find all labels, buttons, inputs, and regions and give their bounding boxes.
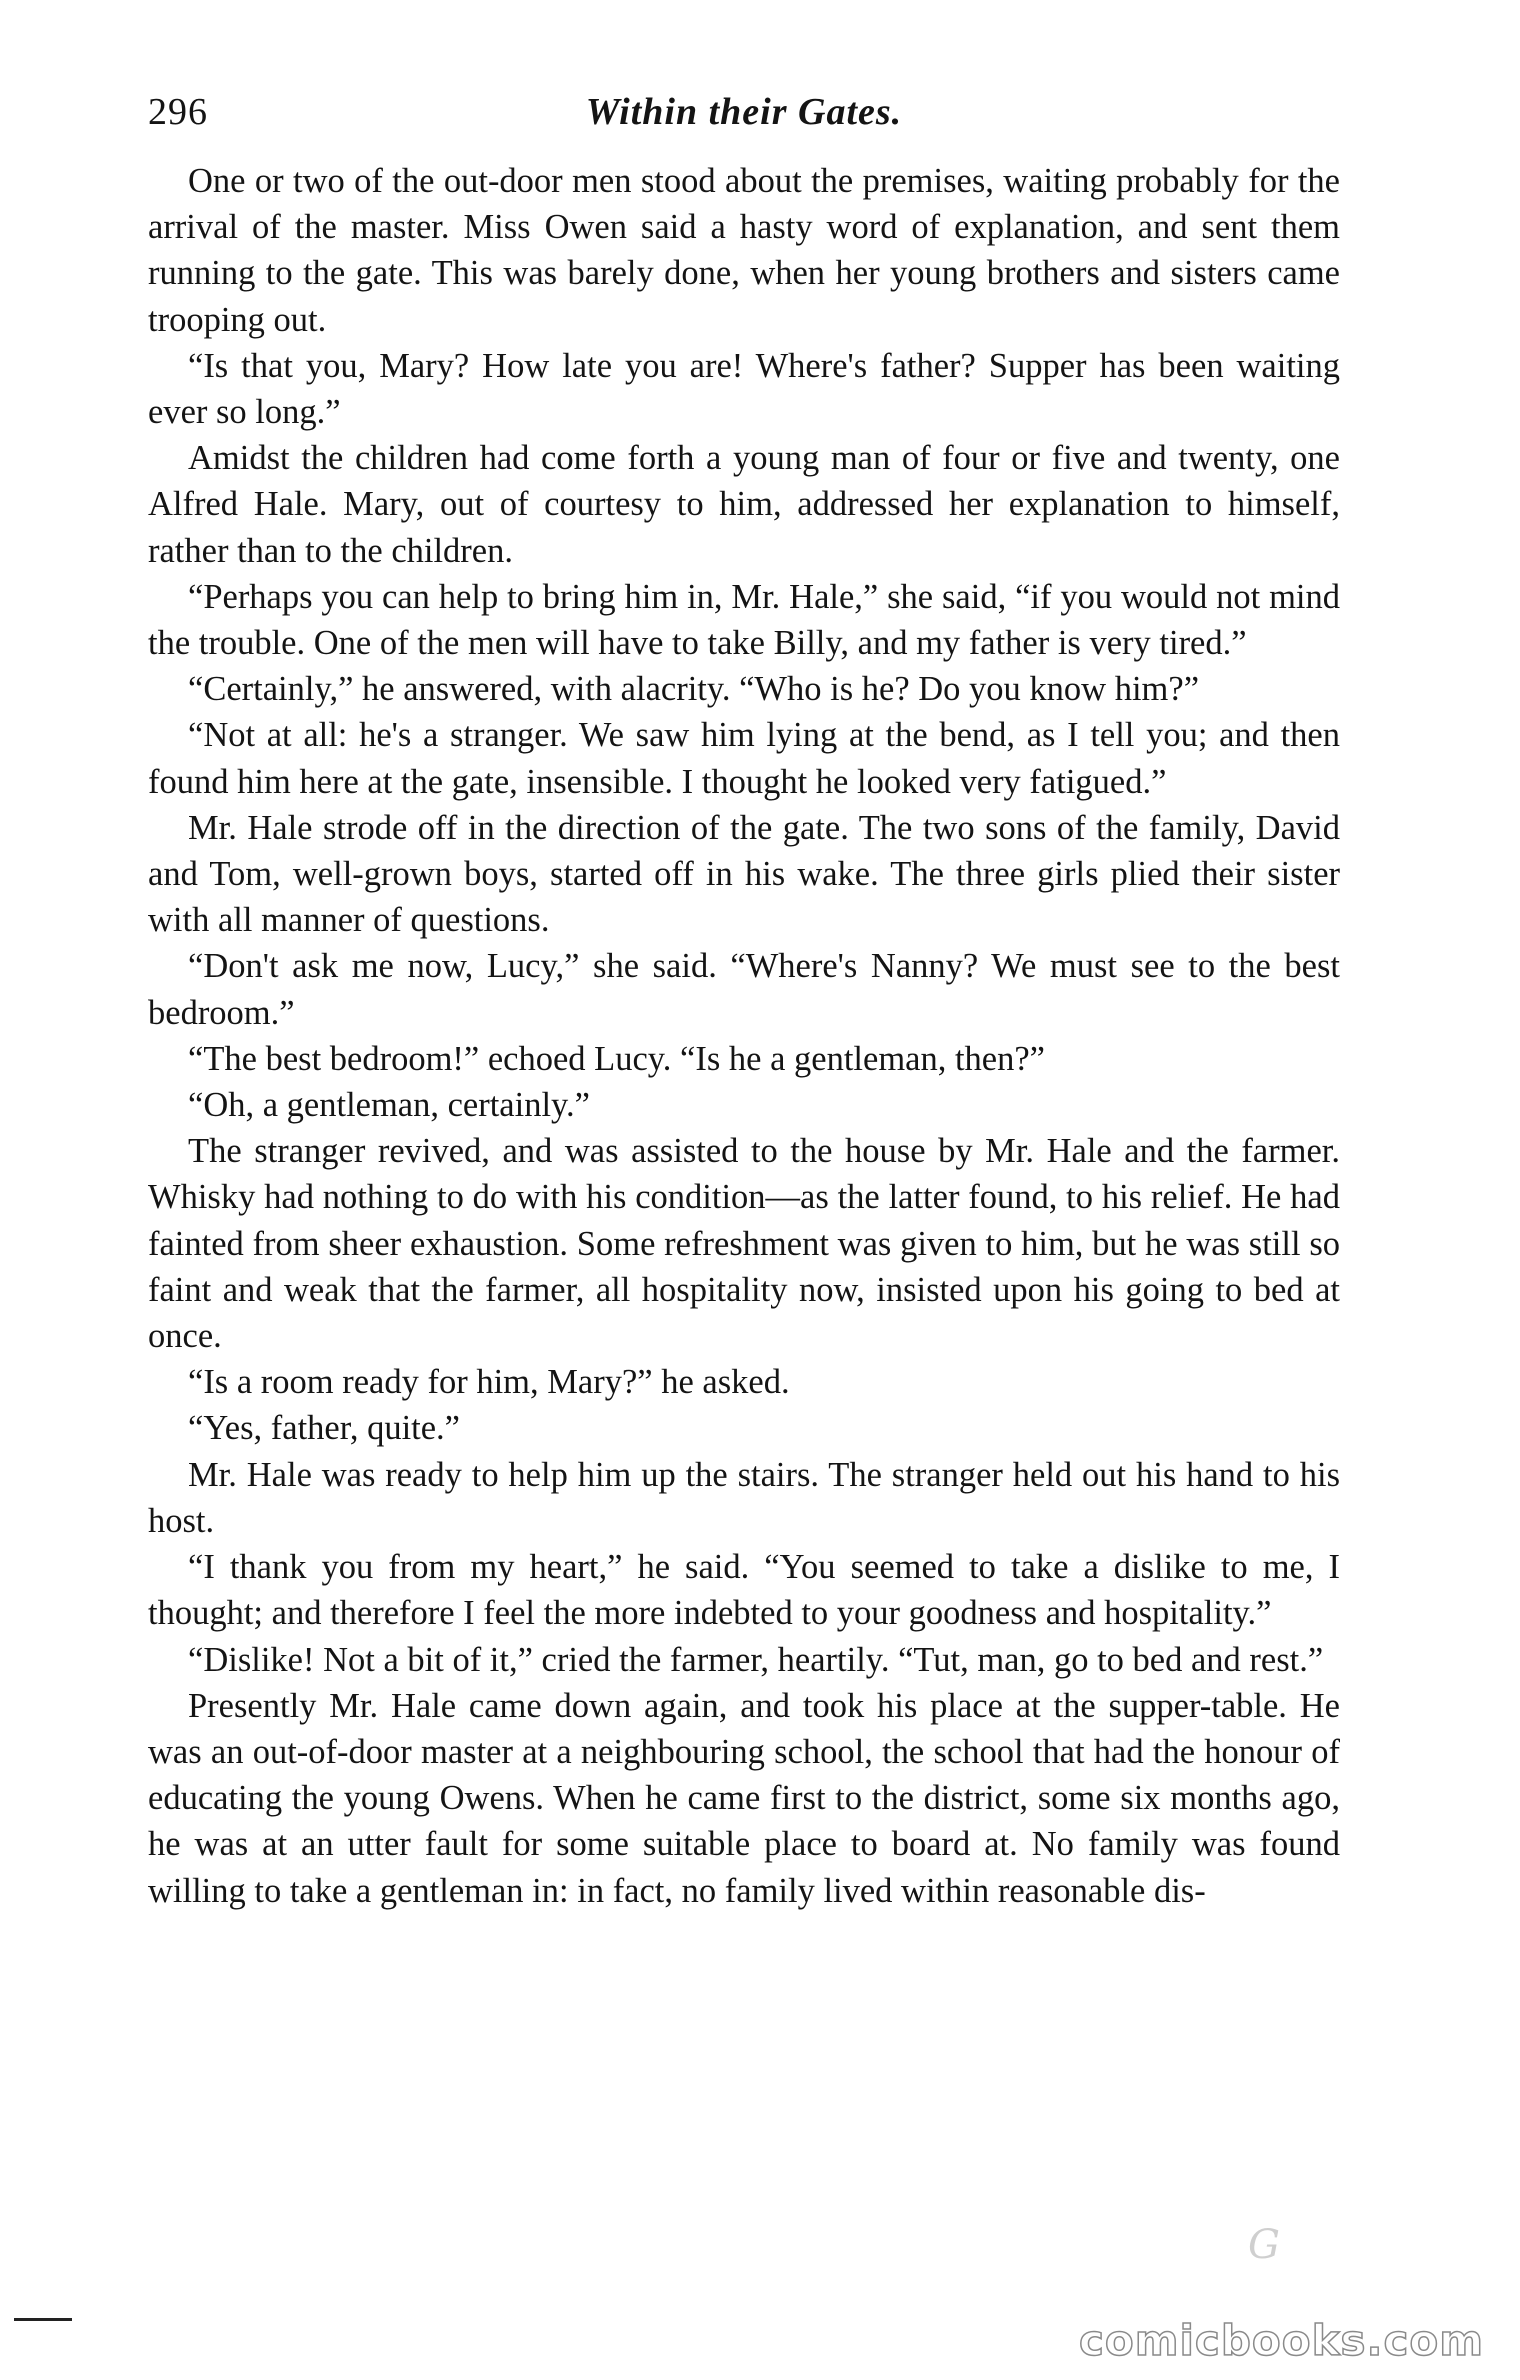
paragraph: Mr. Hale strode off in the direction of the gate. The two sons of the family, David and Tom, well-grown boys, started off in his wake. The three girls plied their sister with all manner of questions. (148, 808, 1340, 940)
page-number: 296 (148, 91, 208, 133)
paragraph: “Not at all: he's a stranger. We saw him lying at the bend, as I tell you; and then found him here at the gate, insensible. I thought he looked very fatigued.” (148, 716, 1340, 801)
page-edge-mark (14, 2318, 72, 2321)
paragraph: “I thank you from my heart,” he said. “You seemed to take a dislike to me, I thought; and therefore I feel the more indebted to your goodness and hospitality.” (148, 1548, 1340, 1633)
paragraph: “Certainly,” he answered, with alacrity. “Who is he? Do you know him?” (188, 670, 1200, 709)
paragraph: “Dislike! Not a bit of it,” cried the farmer, heartily. “Tut, man, go to bed and rest.” (188, 1640, 1324, 1679)
scan-artifact: G (1248, 2222, 1280, 2268)
paragraph: “The best bedroom!” echoed Lucy. “Is he a gentleman, then?” (188, 1039, 1045, 1078)
paragraph: Mr. Hale was ready to help him up the stairs. The stranger held out his hand to his host. (148, 1455, 1340, 1540)
paragraph: One or two of the out-door men stood about the premises, waiting probably for the arrival of the master. Miss Owen said a hasty word of explanation, and sent them running to the gate. This was barely done, when her young brothers and sisters came trooping out. (148, 162, 1340, 339)
paragraph: Amidst the children had come forth a young man of four or five and twenty, one Alfred Hale. Mary, out of courtesy to him, addressed her explanation to himself, rather than to the children. (148, 439, 1340, 570)
paragraph: The stranger revived, and was assisted to the house by Mr. Hale and the farmer. Whisky had nothing to do with his condition—as the latter found, to his relief. He had fainted from sheer exhaustion. Some refreshment was given to him, but he was still so faint and weak that the farmer, all hospitality now, insisted upon his going to bed at once. (148, 1132, 1340, 1356)
paragraph: “Is that you, Mary? How late you are! Where's father? Supper has been waiting ever so long.” (148, 346, 1340, 432)
paragraph: “Is a room ready for him, Mary?” he asked. (188, 1363, 790, 1402)
paragraph: “Don't ask me now, Lucy,” she said. “Where's Nanny? We must see to the best bedroom.” (148, 947, 1340, 1032)
paragraph: “Oh, a gentleman, certainly.” (188, 1086, 590, 1125)
body-text (148, 158, 1340, 1914)
page-header (148, 90, 1340, 142)
watermark: comicbooks.com (1079, 2316, 1484, 2365)
paragraph: “Yes, father, quite.” (188, 1409, 460, 1448)
running-title: Within their Gates. (585, 91, 903, 133)
paragraph: “Perhaps you can help to bring him in, Mr. Hale,” she said, “if you would not mind the trouble. One of the men will have to take Billy, and my father is very tired.” (148, 577, 1340, 663)
book-page (148, 90, 1340, 1914)
paragraph: Presently Mr. Hale came down again, and took his place at the supper-table. He was an out-of-door master at a neighbouring school, the school that had the honour of educating the young Owens. When he came first to the district, some six months ago, he was at an utter fault for some suitable place to board at. No family was found willing to take a gentleman in: in fact, no family lived within reasonable dis- (148, 1686, 1340, 1910)
